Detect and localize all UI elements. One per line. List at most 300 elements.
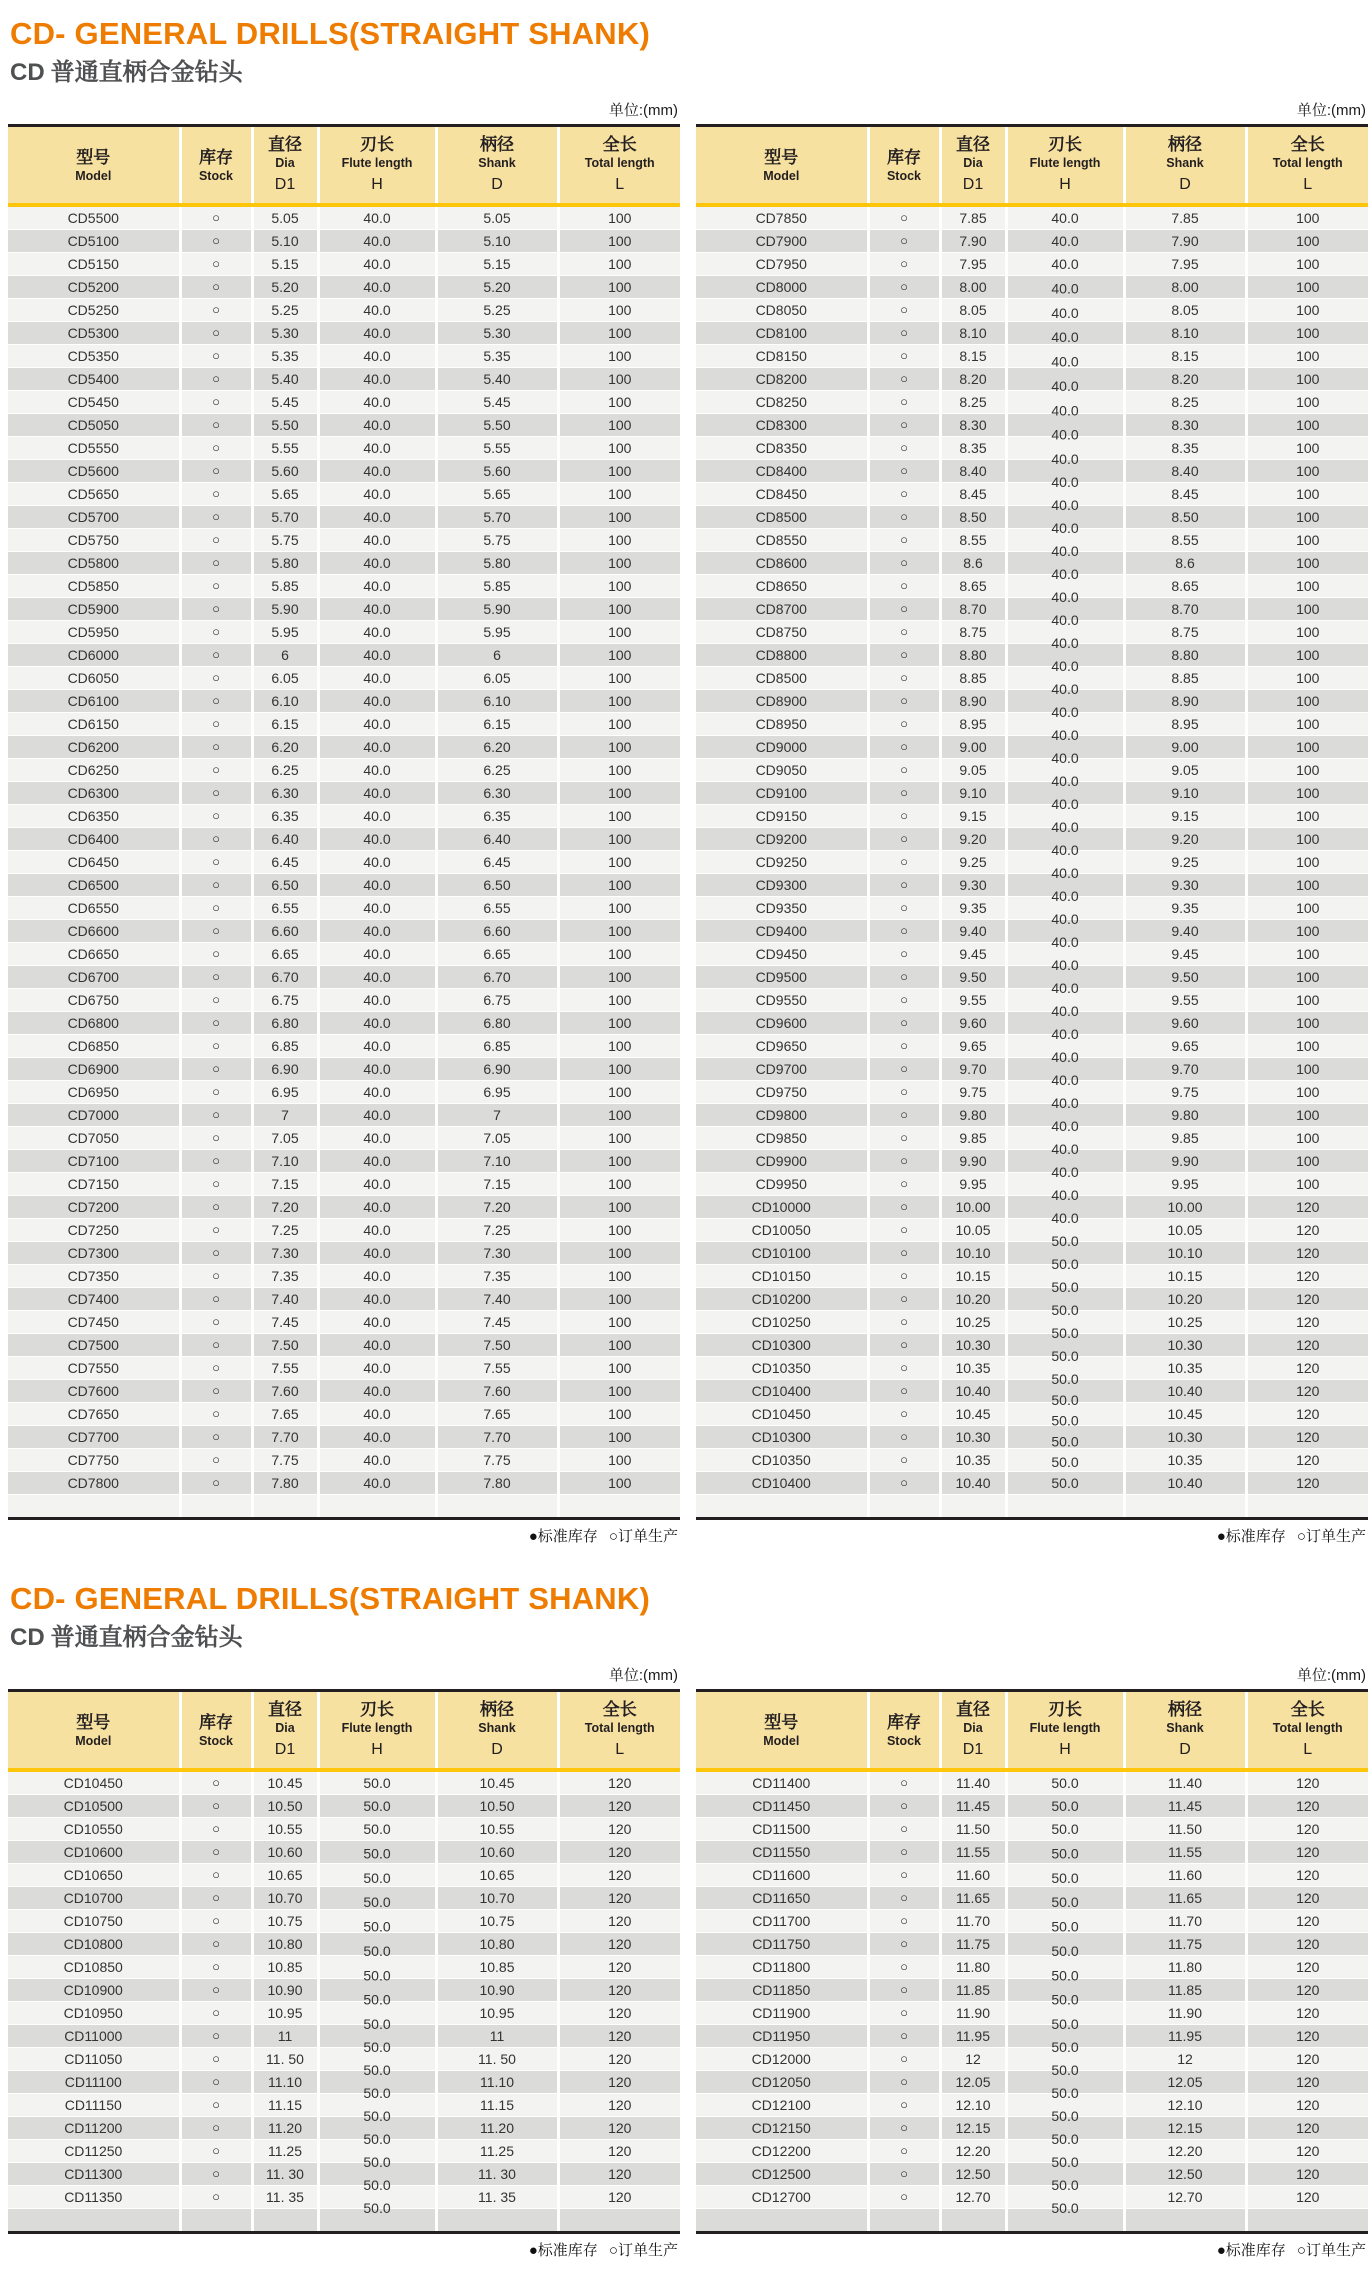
stock-circle-icon: ○ [212, 486, 220, 501]
dia-cell-value: 8.15 [959, 348, 987, 364]
model-cell-value: CD5750 [67, 532, 119, 548]
shank-cell-value: 11.60 [1168, 1867, 1202, 1883]
table-row [8, 1956, 680, 1979]
shank-cell [1124, 1104, 1246, 1127]
dia-cell [940, 1196, 1006, 1219]
dia-cell-value: 6.80 [271, 1015, 299, 1031]
flute-length-cell-value: 40.0 [1051, 329, 1079, 346]
stock-circle-icon: ○ [212, 325, 220, 340]
total-length-cell-value: 120 [1296, 1222, 1320, 1238]
flute-length-cell-value: 50.0 [1051, 1869, 1079, 1886]
dia-cell [940, 506, 1006, 529]
flute-length-cell [318, 414, 436, 437]
stock-circle-icon: ○ [212, 2166, 220, 2181]
model-cell [696, 2025, 868, 2048]
stock-circle-icon: ○ [212, 1107, 220, 1122]
dia-cell-value: 5.80 [271, 555, 299, 571]
col-header-dia [252, 1691, 318, 1771]
model-cell-value: CD12200 [751, 2143, 811, 2159]
dia-cell-value: 11 [277, 2028, 293, 2044]
dia-cell-value: 5.35 [271, 348, 299, 364]
model-cell-value: CD8950 [755, 716, 807, 732]
total-length-cell [1246, 874, 1368, 897]
shank-cell-value: 10.10 [1167, 1245, 1203, 1261]
dia-cell [940, 1380, 1006, 1403]
shank-cell [436, 1196, 558, 1219]
table-row [8, 1380, 680, 1403]
empty-end-row [696, 1495, 1368, 1519]
dia-cell-value: 9.10 [959, 785, 987, 801]
unit-label: 单位:(mm) [608, 102, 678, 119]
shank-cell-value: 5.50 [483, 417, 511, 433]
shank-cell [436, 851, 558, 874]
stock-circle-icon: ○ [900, 302, 908, 317]
model-cell-value: CD10200 [751, 1291, 811, 1307]
model-cell [696, 736, 868, 759]
model-cell-value: CD6850 [67, 1038, 119, 1054]
shank-cell-value: 10.55 [479, 1821, 515, 1837]
total-length-cell [1246, 1979, 1368, 2002]
total-length-cell-value: 100 [1296, 923, 1320, 939]
empty-cell [180, 1495, 252, 1519]
stock-cell [868, 1150, 940, 1173]
model-cell-value: CD6800 [67, 1015, 119, 1031]
h-cn: 型号 [76, 147, 111, 167]
total-length-cell-value: 120 [1296, 2074, 1320, 2090]
h-sym: H [1059, 1741, 1071, 1758]
total-length-cell [558, 345, 680, 368]
table-row [696, 1910, 1368, 1933]
table-row [8, 1173, 680, 1196]
shank-cell-value: 8.05 [1171, 302, 1199, 318]
stock-circle-icon: ○ [212, 2005, 220, 2020]
table-row [696, 368, 1368, 391]
stock-circle-icon: ○ [900, 210, 908, 225]
dia-cell [252, 1173, 318, 1196]
shank-cell-value: 7.35 [483, 1268, 511, 1284]
shank-cell [1124, 1035, 1246, 1058]
stock-legend: ●标准库存 ○订单生产 [528, 2242, 678, 2259]
table-row [8, 943, 680, 966]
table-row [696, 1265, 1368, 1288]
model-cell [8, 322, 180, 345]
flute-length-cell-value: 40.0 [363, 877, 391, 893]
shank-cell-value: 7.45 [483, 1314, 511, 1330]
total-length-cell [558, 920, 680, 943]
table-row [8, 2048, 680, 2071]
col-header-total-length [1246, 1691, 1368, 1771]
dia-cell [940, 598, 1006, 621]
stock-circle-icon: ○ [212, 1775, 220, 1790]
table-row [8, 1242, 680, 1265]
shank-cell-value: 11.85 [1168, 1982, 1202, 1998]
total-length-cell-value: 100 [608, 1268, 632, 1284]
shank-cell [436, 276, 558, 299]
total-length-cell [558, 1173, 680, 1196]
flute-length-cell-value: 50.0 [363, 1942, 391, 1959]
model-cell [8, 1770, 180, 1795]
flute-length-cell [318, 1770, 436, 1795]
shank-cell-value: 11.65 [1168, 1890, 1202, 1906]
shank-cell-value: 6.40 [483, 831, 511, 847]
shank-cell-value: 8.30 [1171, 417, 1199, 433]
col-header-shank [1124, 126, 1246, 206]
shank-cell-value: 6.55 [483, 900, 511, 916]
dia-cell [252, 506, 318, 529]
stock-circle-icon: ○ [212, 2074, 220, 2089]
total-length-cell [1246, 1864, 1368, 1887]
shank-cell-value: 10.95 [479, 2005, 515, 2021]
flute-length-cell-value: 50.0 [1051, 1991, 1079, 2008]
h-en: Stock [198, 168, 234, 183]
model-cell [8, 1449, 180, 1472]
shank-cell-value: 8.95 [1171, 716, 1199, 732]
stock-circle-icon: ○ [900, 1107, 908, 1122]
flute-length-cell-value: 40.0 [363, 1314, 391, 1330]
stock-circle-icon: ○ [900, 279, 908, 294]
shank-cell [1124, 736, 1246, 759]
model-cell-value: CD5950 [67, 624, 119, 640]
model-cell [8, 1933, 180, 1956]
h-en: Dia [963, 1721, 983, 1735]
dia-cell [252, 575, 318, 598]
model-cell-value: CD11600 [752, 1867, 811, 1883]
shank-cell [436, 598, 558, 621]
flute-length-cell [318, 943, 436, 966]
stock-cell [868, 644, 940, 667]
flute-length-cell-value: 50.0 [363, 1991, 391, 2008]
flute-length-cell-value: 40.0 [363, 1199, 391, 1215]
dia-cell-value: 10.45 [955, 1406, 991, 1422]
model-cell [8, 1864, 180, 1887]
shank-cell [436, 1910, 558, 1933]
dia-cell-value: 6.45 [271, 854, 299, 870]
shank-cell [1124, 2071, 1246, 2094]
model-cell-value: CD11650 [752, 1890, 811, 1906]
shank-cell [1124, 2186, 1246, 2209]
shank-cell-value: 10.50 [479, 1798, 515, 1814]
shank-cell [436, 2071, 558, 2094]
model-cell-value: CD5350 [67, 348, 119, 364]
model-cell [696, 1058, 868, 1081]
flute-length-cell-value: 40.0 [363, 279, 391, 295]
model-cell-value: CD6450 [67, 854, 119, 870]
total-length-cell-value: 100 [1296, 325, 1320, 341]
table-row [8, 460, 680, 483]
total-length-cell-value: 100 [608, 486, 632, 502]
stock-cell [180, 1196, 252, 1219]
total-length-cell [1246, 391, 1368, 414]
total-length-cell [1246, 1081, 1368, 1104]
stock-cell [868, 2186, 940, 2209]
total-length-cell [1246, 437, 1368, 460]
flute-length-cell-value: 50.0 [1051, 2062, 1079, 2078]
stock-circle-icon: ○ [900, 2120, 908, 2135]
unit-label: 单位:(mm) [1296, 102, 1366, 119]
model-cell [8, 1035, 180, 1058]
model-cell-value: CD11750 [752, 1936, 811, 1952]
dia-cell [252, 1933, 318, 1956]
shank-cell-value: 12.20 [1167, 2143, 1203, 2159]
shank-cell-value: 7.20 [483, 1199, 511, 1215]
dia-cell-value: 10.30 [955, 1429, 991, 1445]
dia-cell [940, 943, 1006, 966]
dia-cell-value: 7.50 [271, 1337, 299, 1353]
model-cell-value: CD8700 [755, 601, 807, 617]
total-length-cell [558, 667, 680, 690]
stock-cell [868, 1104, 940, 1127]
total-length-cell-value: 120 [1296, 1775, 1320, 1791]
model-cell-value: CD7150 [67, 1176, 119, 1192]
model-cell [696, 1887, 868, 1910]
dia-cell-value: 7.85 [959, 210, 987, 226]
stock-circle-icon: ○ [212, 1153, 220, 1168]
model-cell [696, 759, 868, 782]
model-cell-value: CD10250 [751, 1314, 811, 1330]
stock-cell [868, 690, 940, 713]
flute-length-cell-value: 40.0 [1051, 957, 1079, 973]
stock-cell [868, 1933, 940, 1956]
shank-cell [436, 805, 558, 828]
stock-cell [180, 828, 252, 851]
stock-cell [180, 943, 252, 966]
dia-cell [252, 897, 318, 920]
dia-cell-value: 7.35 [271, 1268, 299, 1284]
total-length-cell [1246, 230, 1368, 253]
flute-length-cell-value: 50.0 [1051, 2200, 1079, 2216]
dia-cell-value: 7.75 [271, 1452, 299, 1468]
table-row [696, 1403, 1368, 1426]
shank-cell [1124, 1887, 1246, 1910]
model-cell [8, 644, 180, 667]
total-length-cell [558, 1449, 680, 1472]
stock-cell [180, 2117, 252, 2140]
total-length-cell [1246, 851, 1368, 874]
stock-cell [868, 920, 940, 943]
model-cell-value: CD8500 [755, 509, 807, 525]
drill-spec-table-bottom-left [8, 1689, 680, 2234]
shank-cell [436, 667, 558, 690]
table-row [696, 690, 1368, 713]
total-length-cell-value: 120 [608, 2074, 632, 2090]
total-length-cell [558, 506, 680, 529]
shank-cell [436, 2140, 558, 2163]
shank-cell-value: 12.05 [1167, 2074, 1203, 2090]
total-length-cell-value: 100 [1296, 279, 1320, 295]
stock-cell [180, 1173, 252, 1196]
shank-cell [436, 205, 558, 230]
table-row [696, 205, 1368, 230]
table-panel-bottom-left [8, 1654, 680, 2261]
dia-cell-value: 6.50 [271, 877, 299, 893]
model-cell [696, 299, 868, 322]
table-row [8, 506, 680, 529]
stock-cell [180, 1449, 252, 1472]
shank-cell [1124, 2048, 1246, 2071]
col-header-dia [252, 126, 318, 206]
shank-cell [436, 644, 558, 667]
table-row [8, 1910, 680, 1933]
flute-length-cell-value: 40.0 [1051, 796, 1079, 812]
table-row [696, 713, 1368, 736]
shank-cell-value: 12.70 [1167, 2189, 1203, 2205]
subtitle-prefix: CD [10, 1624, 45, 1651]
stock-circle-icon: ○ [900, 1038, 908, 1053]
dia-cell [940, 782, 1006, 805]
shank-cell [436, 1933, 558, 1956]
dia-cell-value: 6.25 [271, 762, 299, 778]
shank-cell-value: 10.35 [1167, 1452, 1203, 1468]
flute-length-cell-value: 50.0 [1051, 1454, 1079, 1471]
shank-cell [436, 2094, 558, 2117]
model-cell [696, 2048, 868, 2071]
dia-cell-value: 11.55 [956, 1844, 990, 1860]
dia-cell [252, 230, 318, 253]
shank-cell-value: 6.30 [483, 785, 511, 801]
dia-cell-value: 5.50 [271, 417, 299, 433]
h-en: Total length [584, 1721, 655, 1735]
shank-cell-value: 10.30 [1167, 1337, 1203, 1353]
empty-end-row [8, 1495, 680, 1519]
dia-cell-value: 8.05 [959, 302, 987, 318]
model-cell-value: CD7700 [67, 1429, 119, 1445]
flute-length-cell-value: 50.0 [1051, 2016, 1079, 2032]
shank-cell-value: 8.80 [1171, 647, 1199, 663]
stock-circle-icon: ○ [900, 256, 908, 271]
model-cell [8, 1956, 180, 1979]
flute-length-cell [1006, 1472, 1124, 1495]
shank-cell [436, 920, 558, 943]
col-header-dia [940, 126, 1006, 206]
stock-circle-icon: ○ [900, 233, 908, 248]
model-cell [8, 1012, 180, 1035]
stock-circle-icon: ○ [212, 808, 220, 823]
shank-cell [1124, 460, 1246, 483]
dia-cell [940, 897, 1006, 920]
model-cell-value: CD12150 [751, 2120, 811, 2136]
dia-cell [252, 759, 318, 782]
stock-cell [180, 1288, 252, 1311]
model-cell [8, 506, 180, 529]
shank-cell-value: 11.25 [480, 2143, 514, 2159]
model-cell [8, 253, 180, 276]
stock-circle-icon: ○ [212, 785, 220, 800]
model-cell [696, 575, 868, 598]
dia-cell [940, 1357, 1006, 1380]
stock-circle-icon: ○ [212, 1337, 220, 1352]
table-row [8, 2163, 680, 2186]
total-length-cell-value: 100 [1296, 371, 1320, 387]
stock-cell [180, 1219, 252, 1242]
dia-cell-value: 8.50 [959, 509, 987, 525]
total-length-cell-value: 100 [608, 1314, 632, 1330]
model-cell [8, 299, 180, 322]
stock-circle-icon: ○ [212, 1959, 220, 1974]
dia-cell [940, 736, 1006, 759]
total-length-cell [1246, 1311, 1368, 1334]
total-length-cell [558, 1104, 680, 1127]
stock-circle-icon: ○ [212, 1383, 220, 1398]
stock-circle-icon: ○ [900, 417, 908, 432]
model-cell [8, 1357, 180, 1380]
dia-cell-value: 9.30 [959, 877, 987, 893]
model-cell-value: CD6650 [67, 946, 119, 962]
col-header-model [696, 1691, 868, 1771]
h-sym: L [615, 1741, 625, 1758]
total-length-cell [1246, 1472, 1368, 1495]
stock-cell [180, 1864, 252, 1887]
stock-circle-icon: ○ [900, 1015, 908, 1030]
total-length-cell-value: 100 [608, 739, 632, 755]
dia-cell [252, 1334, 318, 1357]
table-row [696, 644, 1368, 667]
model-cell-value: CD9500 [755, 969, 807, 985]
shank-cell [436, 1472, 558, 1495]
total-length-cell-value: 100 [608, 992, 632, 1008]
model-cell-value: CD9300 [755, 877, 807, 893]
total-length-cell-value: 100 [608, 1406, 632, 1422]
dia-cell [252, 621, 318, 644]
dia-cell [252, 1795, 318, 1818]
shank-cell-value: 7 [493, 1107, 501, 1123]
model-cell-value: CD9250 [755, 854, 807, 870]
dia-cell [252, 483, 318, 506]
stock-cell [868, 2094, 940, 2117]
dia-cell [940, 966, 1006, 989]
stock-cell [180, 276, 252, 299]
shank-cell-value: 9.40 [1171, 923, 1199, 939]
total-length-cell [1246, 2140, 1368, 2163]
table-row [8, 782, 680, 805]
dia-cell [252, 1288, 318, 1311]
dia-cell-value: 5.60 [271, 463, 299, 479]
model-cell [8, 1219, 180, 1242]
dia-cell-value: 6.95 [271, 1084, 299, 1100]
stock-circle-icon: ○ [900, 762, 908, 777]
stock-cell [868, 1311, 940, 1334]
model-cell [8, 1472, 180, 1495]
flute-length-cell [318, 1150, 436, 1173]
page-title: CD- GENERAL DRILLS(STRAIGHT SHANK) [10, 1581, 650, 1616]
shank-cell-value: 9.45 [1171, 946, 1199, 962]
total-length-cell-value: 100 [608, 1383, 632, 1399]
total-length-cell [1246, 736, 1368, 759]
shank-cell-value: 11.45 [1168, 1798, 1202, 1814]
stock-cell [180, 920, 252, 943]
flute-length-cell [318, 1035, 436, 1058]
total-length-cell [558, 2140, 680, 2163]
shank-cell-value: 9.25 [1171, 854, 1199, 870]
total-length-cell-value: 120 [608, 1913, 632, 1929]
header-row [696, 126, 1368, 206]
stock-circle-icon: ○ [900, 1936, 908, 1951]
stock-cell [180, 759, 252, 782]
dia-cell-value: 7.65 [271, 1406, 299, 1422]
model-cell [696, 1357, 868, 1380]
flute-length-cell-value: 40.0 [363, 463, 391, 479]
stock-circle-icon: ○ [212, 831, 220, 846]
shank-cell-value: 8.70 [1171, 601, 1199, 617]
flute-length-cell [318, 1472, 436, 1495]
flute-length-cell-value: 50.0 [1051, 1821, 1079, 1837]
table-row [8, 621, 680, 644]
total-length-cell [1246, 205, 1368, 230]
shank-cell [436, 1012, 558, 1035]
table-row [8, 1012, 680, 1035]
dia-cell [252, 598, 318, 621]
dia-cell [940, 2140, 1006, 2163]
stock-circle-icon: ○ [212, 256, 220, 271]
